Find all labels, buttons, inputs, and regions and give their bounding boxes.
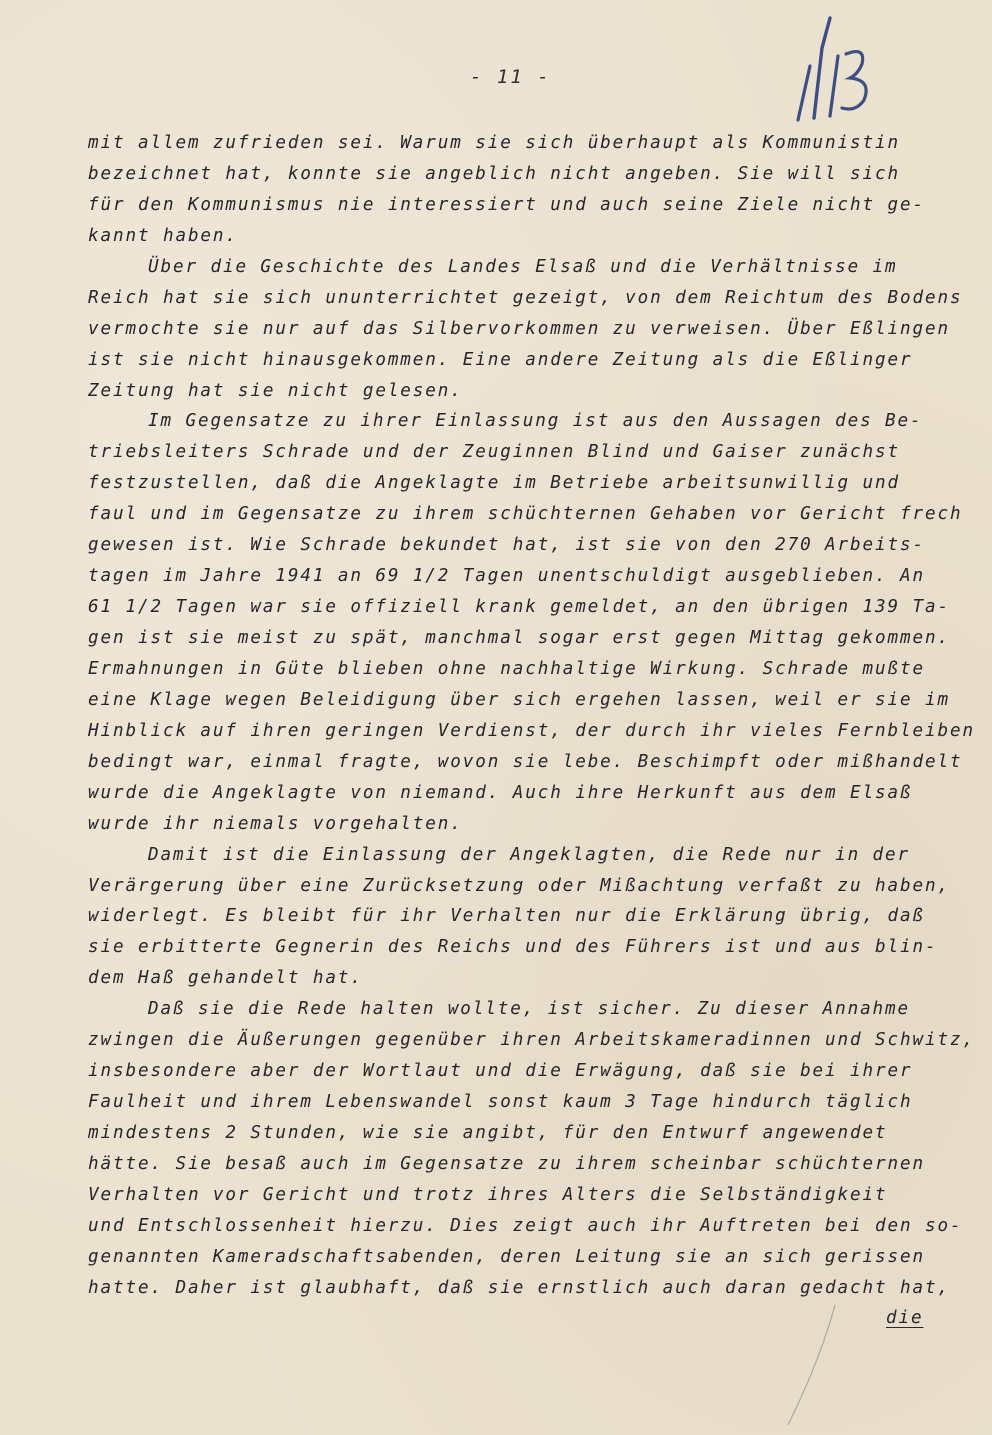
text-line: Über die Geschichte des Landes Elsaß und die Verhältnisse im bbox=[148, 256, 898, 277]
text-line: Im Gegensatze zu ihrer Einlassung ist aus den Aussagen des Be- bbox=[148, 411, 923, 432]
catchword: die bbox=[886, 1308, 924, 1328]
text-line: Daß sie die Rede halten wollte, ist sicher. Zu dieser Annahme bbox=[148, 999, 911, 1020]
text-line: mit allem zufrieden sei. Warum sie sich überhaupt als Kommunistin bbox=[88, 133, 901, 153]
text-line: festzustellen, daß die Angeklagte im Betriebe arbeitsunwillig und bbox=[88, 473, 901, 494]
pencil-mark bbox=[780, 1300, 840, 1430]
text-line: dem Haß gehandelt hat. bbox=[88, 968, 363, 989]
text-line: Ermahnungen in Güte blieben ohne nachhaltige Wirkung. Schrade mußte bbox=[88, 658, 925, 679]
text-line: eine Klage wegen Beleidigung über sich ergehen lassen, weil er sie im bbox=[88, 689, 950, 710]
text-line: für den Kommunismus nie interessiert und auch seine Ziele nicht ge- bbox=[88, 194, 925, 215]
text-line: insbesondere aber der Wortlaut und die Erwägung, daß sie bei ihrer bbox=[88, 1061, 913, 1082]
text-line: bezeichnet hat, konnte sie angeblich nicht angeben. Sie will sich bbox=[88, 163, 901, 184]
text-line: wurde die Angeklagte von niemand. Auch ihre Herkunft aus dem Elsaß bbox=[88, 782, 913, 803]
text-line: zwingen die Äußerungen gegenüber ihren Arbeitskameradinnen und Schwitz, bbox=[88, 1030, 975, 1051]
text-line: bedingt war, einmal fragte, wovon sie lebe. Beschimpft oder mißhandelt bbox=[88, 751, 963, 772]
text-line: tagen im Jahre 1941 an 69 1/2 Tagen unentschuldigt ausgeblieben. An bbox=[88, 566, 925, 587]
text-line: Damit ist die Einlassung der Angeklagten, die Rede nur in der bbox=[148, 844, 911, 865]
text-line: mindestens 2 Stunden, wie sie angibt, für den Entwurf angewendet bbox=[88, 1123, 888, 1143]
text-line: Faulheit und ihrem Lebenswandel sonst kaum 3 Tage hindurch täglich bbox=[88, 1092, 913, 1113]
text-line: Verhalten vor Gericht und trotz ihres Alters die Selbständigkeit bbox=[88, 1184, 888, 1205]
page-number: - 11 - bbox=[470, 66, 551, 88]
text-line: gewesen ist. Wie Schrade bekundet hat, ist sie von den 270 Arbeits- bbox=[88, 535, 925, 556]
text-line: wurde ihr niemals vorgehalten. bbox=[88, 813, 463, 834]
text-line: Hinblick auf ihren geringen Verdienst, der durch ihr vieles Fernbleiben bbox=[88, 720, 975, 741]
text-line: sie erbitterte Gegnerin des Reichs und des Führers ist und aus blin- bbox=[88, 937, 938, 958]
body-text bbox=[88, 128, 975, 1304]
text-line: triebsleiters Schrade und der Zeuginnen Blind und Gaiser zunächst bbox=[88, 442, 901, 463]
text-line: gen ist sie meist zu spät, manchmal sogar erst gegen Mittag gekommen. bbox=[88, 628, 950, 648]
text-line: ist sie nicht hinausgekommen. Eine andere Zeitung als die Eßlinger bbox=[88, 349, 913, 370]
text-line: widerlegt. Es bleibt für ihr Verhalten nur die Erklärung übrig, daß bbox=[88, 906, 925, 927]
text-line: genannten Kameradschaftsabenden, deren Leitung sie an sich gerissen bbox=[88, 1246, 925, 1267]
text-line: hatte. Daher ist glaubhaft, daß sie ernstlich auch daran gedacht hat, bbox=[88, 1277, 950, 1298]
text-line: Verärgerung über eine Zurücksetzung oder Mißachtung verfaßt zu haben, bbox=[88, 875, 950, 896]
text-line: kannt haben. bbox=[88, 225, 238, 246]
text-line: hätte. Sie besaß auch im Gegensatze zu ihrem scheinbar schüchternen bbox=[88, 1153, 925, 1174]
handwritten-folio-number bbox=[770, 8, 910, 128]
text-line: und Entschlossenheit hierzu. Dies zeigt auch ihr Auftreten bei den so- bbox=[88, 1215, 963, 1236]
text-line: Reich hat sie sich ununterrichtet gezeigt, von dem Reichtum des Bodens bbox=[88, 287, 963, 308]
text-line: vermochte sie nur auf das Silbervorkommen zu verweisen. Über Eßlingen bbox=[88, 318, 950, 339]
text-line: 61 1/2 Tagen war sie offiziell krank gemeldet, an den übrigen 139 Ta- bbox=[88, 597, 950, 618]
text-line: faul und im Gegensatze zu ihrem schüchternen Gehaben vor Gericht frech bbox=[88, 504, 963, 525]
text-line: Zeitung hat sie nicht gelesen. bbox=[88, 380, 463, 401]
